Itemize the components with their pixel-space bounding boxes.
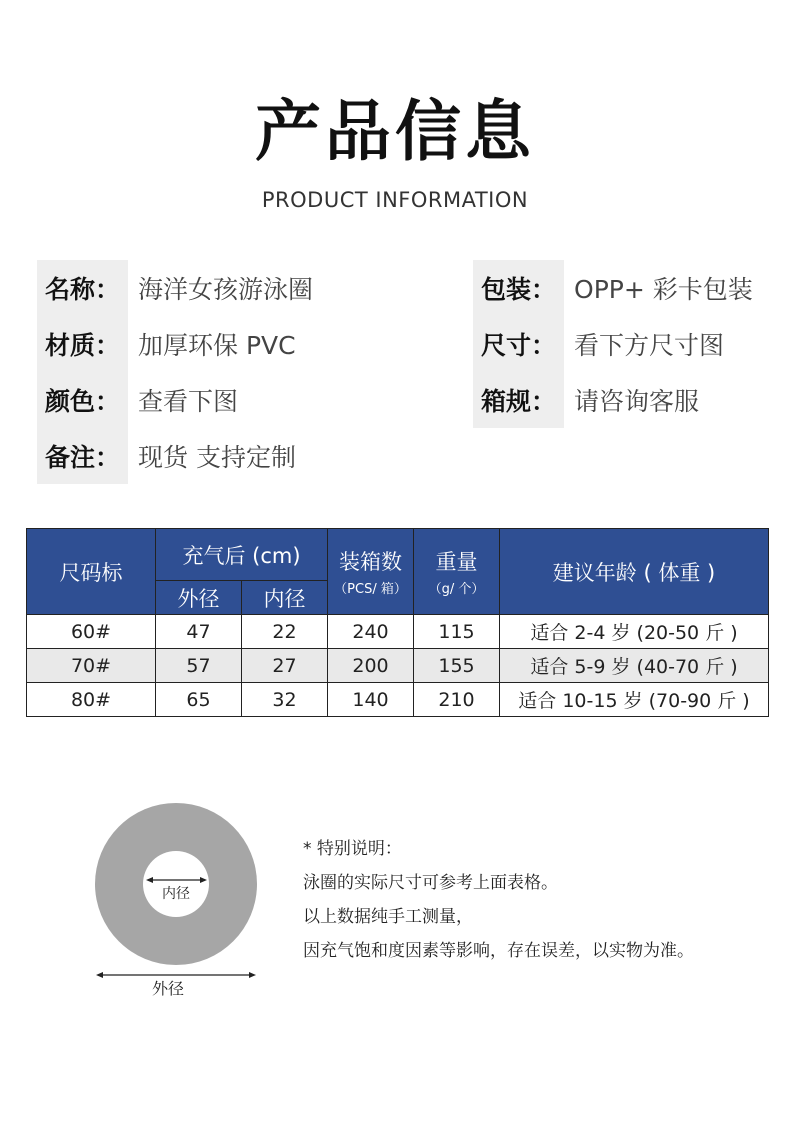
note-line: * 特别说明： bbox=[303, 839, 402, 859]
page-subtitle: PRODUCT INFORMATION bbox=[261, 188, 529, 212]
note-line: 因充气饱和度因素等影响，存在误差，以实物为准。 bbox=[303, 941, 694, 961]
note-line: 以上数据纯手工测量， bbox=[303, 907, 473, 927]
cell-weight: 115 bbox=[414, 615, 500, 649]
ring-diagram-svg bbox=[92, 800, 272, 1000]
info-value: 现货 支持定制 bbox=[138, 443, 296, 472]
outer-arrow-head-left bbox=[96, 972, 103, 978]
header-inflated: 充气后 (cm) bbox=[156, 529, 328, 581]
cell-inner: 27 bbox=[242, 649, 328, 683]
cell-outer: 65 bbox=[156, 683, 242, 717]
info-row-packaging bbox=[473, 260, 753, 316]
special-note bbox=[303, 832, 694, 968]
table-row bbox=[27, 649, 769, 683]
ring-diagram bbox=[92, 800, 272, 1000]
cell-size: 70# bbox=[27, 649, 156, 683]
cell-age: 适合 5-9 岁 (40-70 斤 ) bbox=[500, 649, 769, 683]
info-value: OPP+ 彩卡包装 bbox=[574, 275, 753, 304]
outer-arrow-head-right bbox=[249, 972, 256, 978]
info-value: 海洋女孩游泳圈 bbox=[138, 275, 314, 304]
info-row-remark bbox=[37, 428, 296, 484]
header-carton-unit: （PCS/ 箱） bbox=[334, 582, 407, 597]
info-key: 颜色： bbox=[37, 372, 128, 428]
info-key: 尺寸： bbox=[473, 316, 564, 372]
info-key: 箱规： bbox=[473, 372, 564, 428]
header-carton-label: 装箱数 bbox=[339, 550, 403, 574]
info-key: 包装： bbox=[473, 260, 564, 316]
info-row-dimension bbox=[473, 316, 724, 372]
cell-outer: 47 bbox=[156, 615, 242, 649]
info-key: 备注： bbox=[37, 428, 128, 484]
header-size: 尺码标 bbox=[27, 529, 156, 615]
info-row-color bbox=[37, 372, 238, 428]
info-row-carton-spec bbox=[473, 372, 699, 428]
inner-diameter-label: 内径 bbox=[162, 886, 190, 902]
size-table bbox=[26, 528, 769, 717]
header-weight-unit: （g/ 个） bbox=[428, 582, 485, 597]
cell-weight: 155 bbox=[414, 649, 500, 683]
cell-inner: 22 bbox=[242, 615, 328, 649]
note-line: 泳圈的实际尺寸可参考上面表格。 bbox=[303, 873, 558, 893]
table-row bbox=[27, 615, 769, 649]
outer-diameter-label: 外径 bbox=[151, 979, 185, 998]
cell-carton: 200 bbox=[328, 649, 414, 683]
info-value: 查看下图 bbox=[138, 387, 239, 416]
info-value: 请咨询客服 bbox=[574, 387, 700, 416]
ring-hole-shape bbox=[143, 851, 209, 917]
table-row bbox=[27, 683, 769, 717]
info-key: 名称： bbox=[37, 260, 128, 316]
cell-age: 适合 2-4 岁 (20-50 斤 ) bbox=[500, 615, 769, 649]
cell-weight: 210 bbox=[414, 683, 500, 717]
cell-outer: 57 bbox=[156, 649, 242, 683]
info-row-name bbox=[37, 260, 313, 316]
info-value: 看下方尺寸图 bbox=[574, 331, 725, 360]
page-title: 产品信息 bbox=[255, 93, 535, 170]
header-carton bbox=[328, 529, 414, 615]
cell-carton: 140 bbox=[328, 683, 414, 717]
header-weight-label: 重量 bbox=[435, 550, 478, 574]
cell-size: 60# bbox=[27, 615, 156, 649]
cell-inner: 32 bbox=[242, 683, 328, 717]
info-row-material bbox=[37, 316, 296, 372]
cell-age: 适合 10-15 岁 (70-90 斤 ) bbox=[500, 683, 769, 717]
cell-carton: 240 bbox=[328, 615, 414, 649]
header-weight bbox=[414, 529, 500, 615]
cell-size: 80# bbox=[27, 683, 156, 717]
header-age: 建议年龄 ( 体重 ) bbox=[500, 529, 769, 615]
header-outer: 外径 bbox=[156, 581, 242, 615]
info-key: 材质： bbox=[37, 316, 128, 372]
header-inner: 内径 bbox=[242, 581, 328, 615]
info-value: 加厚环保 PVC bbox=[138, 331, 296, 360]
